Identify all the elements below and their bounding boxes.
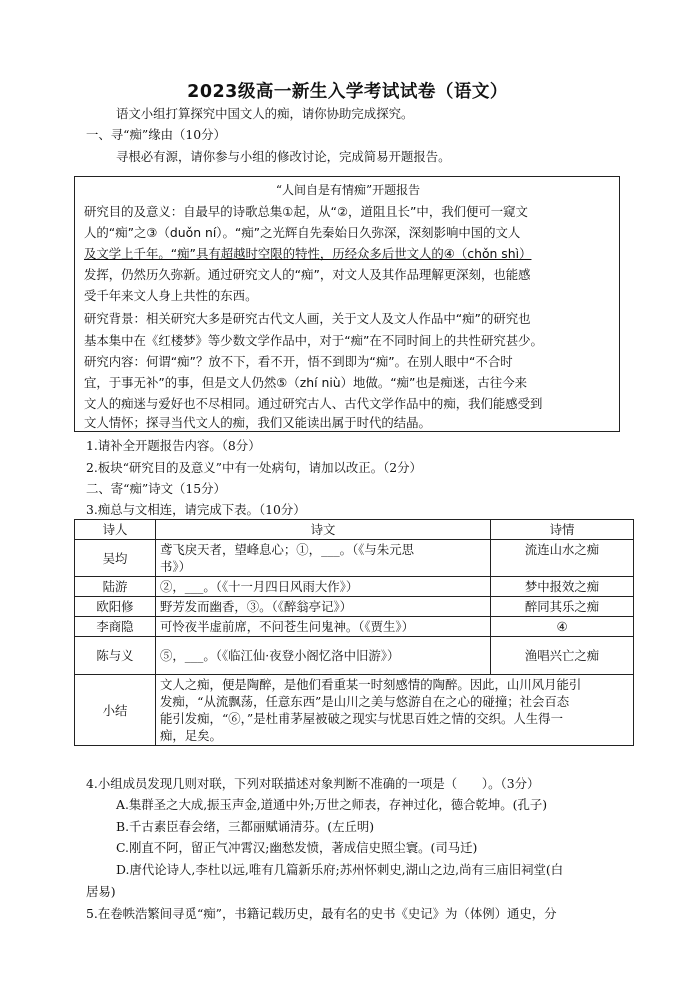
cell-poet: 陈与义: [75, 637, 156, 675]
section1-desc: 寻根必有源，请你参与小组的修改讨论，完成简易开题报告。: [116, 149, 451, 164]
cell-text: ②，___。（《十一月四日风雨大作》）: [156, 577, 491, 597]
question-4-option-cont: 居易): [86, 884, 116, 899]
question-4-option: B.千古素臣春会绪，三都丽赋诵清芬。(左丘明): [116, 819, 375, 834]
cell-emotion: ④: [491, 617, 634, 637]
summary-line: 文人之痴，便是陶醉，是他们看重某一时刻感情的陶醉。因此，山川风月能引: [160, 677, 582, 692]
question-4-stem: 4.小组成员发现几则对联，下列对联描述对象判断不准确的一项是（ ）。（3分）: [86, 776, 540, 791]
cell-text: ⑤，___。（《临江仙·夜登小阁忆洛中旧游》）: [156, 637, 491, 675]
report-line: 研究内容：何谓“痴”？放不下，看不开，悟不到即为“痴”。在别人眼中“不合时: [84, 354, 513, 369]
question-5: 5.在卷帙浩繁间寻觅“痴”，书籍记载历史，最有名的史书《史记》为（体例）通史，分: [86, 906, 557, 921]
header-emotion: 诗情: [491, 520, 634, 540]
cell-text: 野芳发而幽香，③。（《醉翁亭记》）: [156, 597, 491, 617]
report-line: 研究目的及意义：自最早的诗歌总集①起，从“②，道阻且长”中，我们便可一窥文: [84, 204, 528, 219]
table-row: [75, 577, 634, 597]
report-line: 受千年来文人身上共性的东西。: [84, 288, 258, 303]
table-row: [75, 617, 634, 637]
summary-label: 小结: [75, 675, 156, 746]
table-header-row: [75, 520, 634, 540]
table-row: [75, 540, 634, 577]
question-4-option: D.唐代论诗人,李杜以远,唯有几篇新乐府;苏州怀刺史,湖山之边,尚有三庙旧祠堂(白: [116, 862, 564, 877]
report-title: “人间自是有情痴”开题报告: [275, 183, 421, 197]
table-row: [75, 597, 634, 617]
section1-heading: 一、寻“痴”缘由（10分）: [86, 127, 226, 142]
cell-poet: 李商隐: [75, 617, 156, 637]
report-line: 发挥，仍然历久弥新。通过研究文人的“痴”，对文人及其作品理解更深刻，也能感: [84, 267, 531, 282]
cell-emotion: 醉同其乐之痴: [491, 597, 634, 617]
question-2: 2.板块“研究目的及意义”中有一处病句，请加以改正。（2分）: [86, 460, 422, 475]
question-4-option: C.刚直不阿，留正气冲霄汉;幽愁发愤，著成信史照尘寰。(司马迁): [116, 840, 478, 855]
cell-poet: 陆游: [75, 577, 156, 597]
table-row: [75, 637, 634, 675]
header-text: 诗文: [156, 520, 491, 540]
report-line: 人的“痴”之③（duǒn ní）。“痴”之光辉自先秦始日久弥深，深刻影响中国的文人: [84, 225, 521, 240]
cell-emotion: 渔唱兴亡之痴: [491, 637, 634, 675]
cell-text-line: 书》）: [160, 559, 191, 574]
poem-table: [74, 519, 634, 746]
report-line: 文人的痴迷与爱好也不尽相同。通过研究古人、古代文学作品中的痴，我们能感受到: [84, 396, 543, 411]
page-title: 2023级高一新生入学考试试卷（语文）: [187, 82, 508, 102]
header-poet: 诗人: [75, 520, 156, 540]
cell-emotion: 梦中报效之痴: [491, 577, 634, 597]
question-3: 3.痴总与文相连，请完成下表。（10分）: [86, 502, 306, 517]
cell-text-line: 鸢飞戾天者，望峰息心；①，___。（《与朱元思: [160, 542, 414, 557]
summary-line: 痴，足矣。: [160, 728, 222, 743]
cell-poet: 欧阳修: [75, 597, 156, 617]
question-4-option: A.集群圣之大成,振玉声金,道通中外;万世之师表，存神过化，德合乾坤。(孔子): [116, 797, 548, 812]
summary-line: 能引发痴，“⑥，”是杜甫茅屋被破之现实与忧思百姓之情的交织。人生得一: [160, 711, 563, 726]
question-1: 1.请补全开题报告内容。（8分）: [86, 438, 261, 453]
cell-text: [156, 540, 491, 577]
section2-heading: 二、寄“痴”诗文（15分）: [86, 481, 226, 496]
cell-text: 可怜夜半虚前席，不问苍生问鬼神。（《贾生》）: [156, 617, 491, 637]
report-line: 研究背景：相关研究大多是研究古代文人画，关于文人及文人作品中“痴”的研究也: [84, 311, 531, 326]
cell-emotion: 流连山水之痴: [491, 540, 634, 577]
summary-line: 发痴，“从流飘荡，任意东西”是山川之美与悠游自在之心的碰撞；社会百态: [160, 694, 570, 709]
intro-text: 语文小组打算探究中国文人的痴，请你协助完成探究。: [116, 106, 414, 121]
report-line: 文人情怀；探寻当代文人的痴，我们又能读出属于时代的结晶。: [84, 415, 431, 430]
table-summary-row: [75, 675, 634, 746]
report-line: 及文学上千年。“痴”具有超越时空限的特性，历经众多后世文人的④（chǒn shì）: [84, 246, 532, 261]
report-line: 基本集中在《红楼梦》等少数文学作品中，对于“痴”在不同时间上的共性研究甚少。: [84, 333, 543, 348]
cell-poet: 吴均: [75, 540, 156, 577]
report-box: [74, 176, 620, 432]
report-line: 宜，于事无补”的事，但是文人仍然⑤（zhí niù）地做。“痴”也是痴迷，古往今来: [84, 375, 527, 390]
summary-text: [156, 675, 634, 746]
